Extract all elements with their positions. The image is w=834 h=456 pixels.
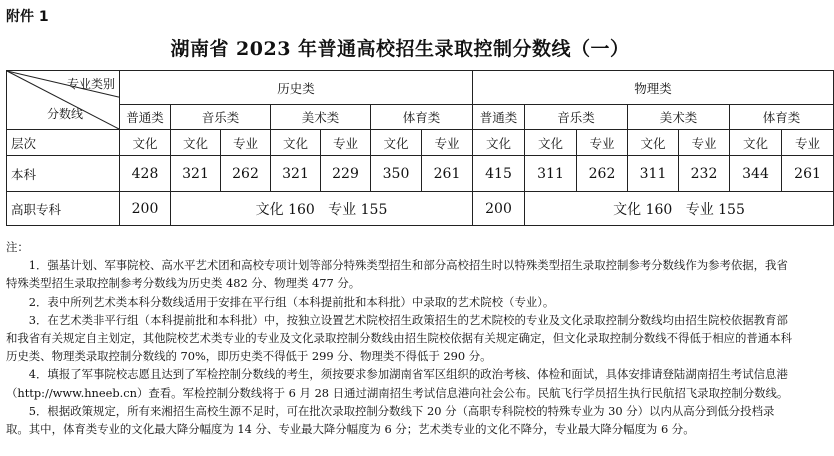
score-cell: 261 bbox=[422, 156, 473, 192]
note-item: 2．表中所列艺术类本科分数线适用于安排在平行组（本科提前批和本科批）中录取的艺术院校（专业）。 bbox=[28, 294, 555, 309]
sub-zhuanye: 专业 bbox=[422, 130, 473, 156]
page-title: 湖南省 2023 年普通高校招生录取控制分数线（一） bbox=[170, 38, 630, 60]
note-item: 5．根据政策规定，所有来湘招生高校生源不足时，可在批次录取控制分数线下 20 分（高职专科院校的特殊专业为 30 分）以内从高分到低分投档录取。其中，体育类专业的文化最大降分幅度为 14 分、专业最大降分幅度为 6 分；艺术类专业的文化不降分，专业最大降分幅度为 6 分。 bbox=[6, 403, 775, 437]
score-cell: 262 bbox=[577, 156, 628, 192]
diagonal-header-cell bbox=[7, 71, 120, 130]
header-major-label: 专业类别 bbox=[66, 77, 115, 91]
score-cell: 428 bbox=[120, 156, 171, 192]
gaozhi-row bbox=[7, 192, 834, 226]
score-cell: 261 bbox=[782, 156, 834, 192]
header-score-label: 分数线 bbox=[47, 107, 84, 121]
note-item: 3．在艺术类非平行组（本科提前批和本科批）中，按独立设置艺术院校招生政策招生的艺术院校的专业及文化录取控制分数线均由招生院校依据教育部和我省有关规定自主划定，其他院校艺术类专业的专业及文化录取控制分数线由招生院校依据有关规定确定，但文化录取控制分数线不得低于相应的普通本科历史类、物理类录取控制分数线的 70%，即历史类不得低于 299 分、物理类不得低于 290 分。 bbox=[6, 312, 792, 364]
notes-heading: 注： bbox=[6, 240, 29, 254]
history-putong: 普通类 bbox=[120, 105, 171, 130]
notes-section bbox=[6, 238, 794, 438]
history-music: 音乐类 bbox=[171, 105, 271, 130]
gaozhi-label: 高职专科 bbox=[7, 192, 120, 226]
score-cell: 200 bbox=[120, 192, 171, 226]
sub-wenhua: 文化 bbox=[271, 130, 321, 156]
sub-wenhua: 文化 bbox=[371, 130, 422, 156]
annex-label: 附件 1 bbox=[6, 9, 49, 25]
benke-label: 本科 bbox=[7, 156, 120, 192]
physics-header: 物理类 bbox=[473, 71, 834, 105]
sub-wenhua: 文化 bbox=[628, 130, 679, 156]
header-level-label: 层次 bbox=[7, 130, 120, 156]
score-cell: 350 bbox=[371, 156, 422, 192]
score-cell: 321 bbox=[271, 156, 321, 192]
header-row-2 bbox=[7, 105, 834, 130]
sub-wenhua: 文化 bbox=[473, 130, 525, 156]
header-row-3 bbox=[7, 130, 834, 156]
physics-putong: 普通类 bbox=[473, 105, 525, 130]
score-cell: 200 bbox=[473, 192, 525, 226]
sub-zhuanye: 专业 bbox=[577, 130, 628, 156]
header-row-1 bbox=[7, 71, 834, 105]
gaozhi-physics-art-cell: 文化 160 专业 155 bbox=[525, 192, 834, 226]
physics-art: 美术类 bbox=[628, 105, 730, 130]
benke-row bbox=[7, 156, 834, 192]
sub-zhuanye: 专业 bbox=[782, 130, 834, 156]
score-cell: 262 bbox=[221, 156, 271, 192]
score-table bbox=[6, 70, 834, 226]
score-cell: 229 bbox=[321, 156, 371, 192]
note-item: 1．强基计划、军事院校、高水平艺术团和高校专项计划等部分特殊类型招生和部分高校招生时以特殊类型招生录取控制参考分数线作为参考依据，我省特殊类型招生录取控制参考分数线为历史类 482 分、物理类 477 分。 bbox=[6, 258, 788, 291]
sub-wenhua: 文化 bbox=[120, 130, 171, 156]
history-sports: 体育类 bbox=[371, 105, 473, 130]
score-cell: 415 bbox=[473, 156, 525, 192]
history-art: 美术类 bbox=[271, 105, 371, 130]
score-cell: 321 bbox=[171, 156, 221, 192]
history-header: 历史类 bbox=[120, 71, 473, 105]
score-cell: 311 bbox=[525, 156, 577, 192]
sub-zhuanye: 专业 bbox=[321, 130, 371, 156]
sub-wenhua: 文化 bbox=[171, 130, 221, 156]
physics-sports: 体育类 bbox=[730, 105, 834, 130]
score-cell: 311 bbox=[628, 156, 679, 192]
score-cell: 344 bbox=[730, 156, 782, 192]
sub-wenhua: 文化 bbox=[730, 130, 782, 156]
gaozhi-history-art-cell: 文化 160 专业 155 bbox=[171, 192, 473, 226]
physics-music: 音乐类 bbox=[525, 105, 628, 130]
sub-zhuanye: 专业 bbox=[679, 130, 730, 156]
sub-zhuanye: 专业 bbox=[221, 130, 271, 156]
sub-wenhua: 文化 bbox=[525, 130, 577, 156]
score-cell: 232 bbox=[679, 156, 730, 192]
note-item: 4．填报了军事院校志愿且达到了军检控制分数线的考生，须按要求参加湖南省军区组织的政治考核、体检和面试，具体安排请登陆湖南招生考试信息港（http://www.hneeb.cn）查看。军检控制分数线将于 6 月 28 日通过湖南招生考试信息港向社会公布。民航飞行学员招生执行民航招飞录取控制分数线。 bbox=[6, 367, 789, 400]
